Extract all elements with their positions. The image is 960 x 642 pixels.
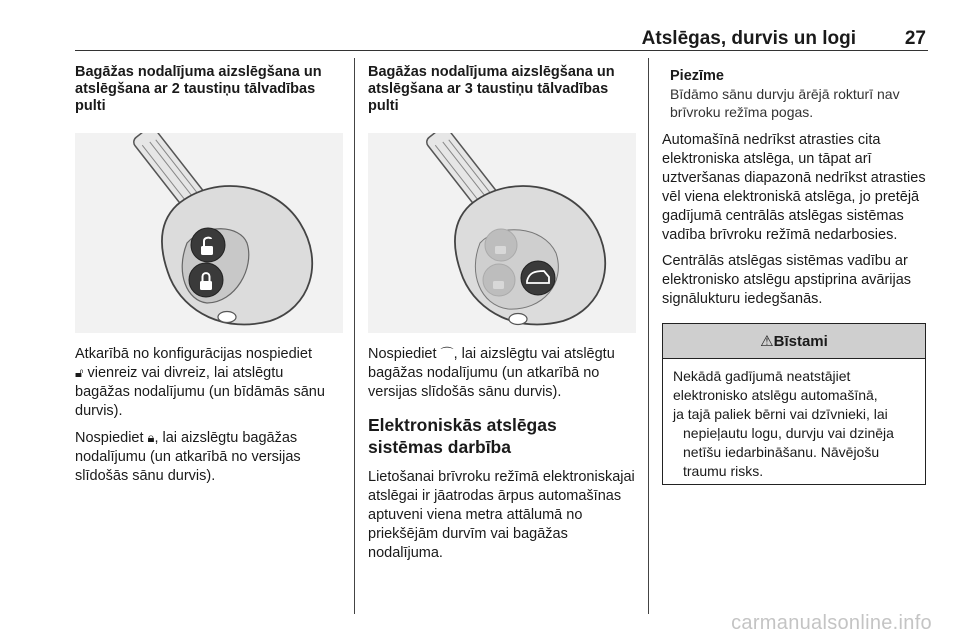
paragraph-unlock: Atkarībā no konfigurācijas nospiediet 🔓︎ vienreiz vai divreiz, lai atslēgtu bagāžas nodalījumu (un bīdāmās sānu durvis). [75,346,325,419]
paragraph-lock: Nospiediet 🔒︎, lai aizslēgtu bagāžas nodalījumu (un atkarībā no versijas slīdošās sānu durvis). [75,430,301,484]
column-1 [75,64,341,486]
column-divider [648,58,649,614]
column-divider [354,58,355,614]
key-fob-3-button-illustration [368,133,636,333]
note-title: Piezīme [670,68,724,84]
heading-3-button-remote: Bagāžas nodalījuma aizslēgšana un atslēgšana ar 3 taustiņu tālvadības pulti [368,64,615,114]
paragraph-trunk: Nospiediet ⌒, lai aizslēgtu vai atslēgtu bagāžas nodalījumu (un atkarībā no versijas slīdošās sānu durvis). [368,346,615,400]
unlock-icon: 🔓︎ [75,366,84,381]
column-2 [368,64,636,563]
trunk-icon: ⌒ [440,347,454,362]
note-text: Bīdāmo sānu durvju ārējā rokturī nav brīvroku režīma pogas. [670,86,900,120]
section-title: Atslēgas, durvis un logi [641,28,856,49]
key-fob-3-button-graphic [368,133,636,333]
watermark: carmanualsonline.info [731,612,932,634]
danger-header [663,324,925,359]
paragraph-confirmation: Centrālās atslēgas sistēmas vadību ar elektronisko atslēgu apstiprina avārijas signālukturu iedegšanās. [662,253,912,307]
page-header [75,24,928,51]
warning-icon: ⚠ [760,333,774,350]
danger-body [663,359,925,489]
section-heading-electronic-key: Elektroniskās atslēgas sistēmas darbība [368,415,557,457]
danger-title: Bīstami [773,332,828,350]
danger-text-2: ja tajā paliek bērni vai dzīvnieki, lai nepieļautu logu, durvju vai dzinēja netīšu iedarbināšanu. Nāvējošu traumu risks. [673,406,894,479]
key-fob-2-button-graphic [75,133,343,333]
page-number: 27 [904,28,926,49]
lock-icon: 🔒︎ [147,431,155,446]
heading-2-button-remote: Bagāžas nodalījuma aizslēgšana un atslēgšana ar 2 taustiņu tālvadības pulti [75,64,322,114]
key-fob-2-button-illustration [75,133,343,333]
paragraph-hands-free: Lietošanai brīvroku režīmā elektroniskajai atslēgai ir jāatrodas ārpus automašīnas aptuveni viena metra attālumā no priekšējām durvīm vai bagāžas nodalījuma. [368,469,635,561]
danger-box [662,323,926,485]
paragraph-other-key: Automašīnā nedrīkst atrasties cita elektroniska atslēga, un tāpat arī uztveršanas diapazonā nedrīkst atrasties vēl viena elektroniskā atslēga, jo pretējā gadījumā centrālās atslēgas sistēmas vadība brīvroku režīmā nedarbosies. [662,132,926,243]
danger-text-1: Nekādā gadījumā neatstājiet elektronisko atslēgu automašīnā, [673,368,878,403]
column-3 [662,68,930,309]
